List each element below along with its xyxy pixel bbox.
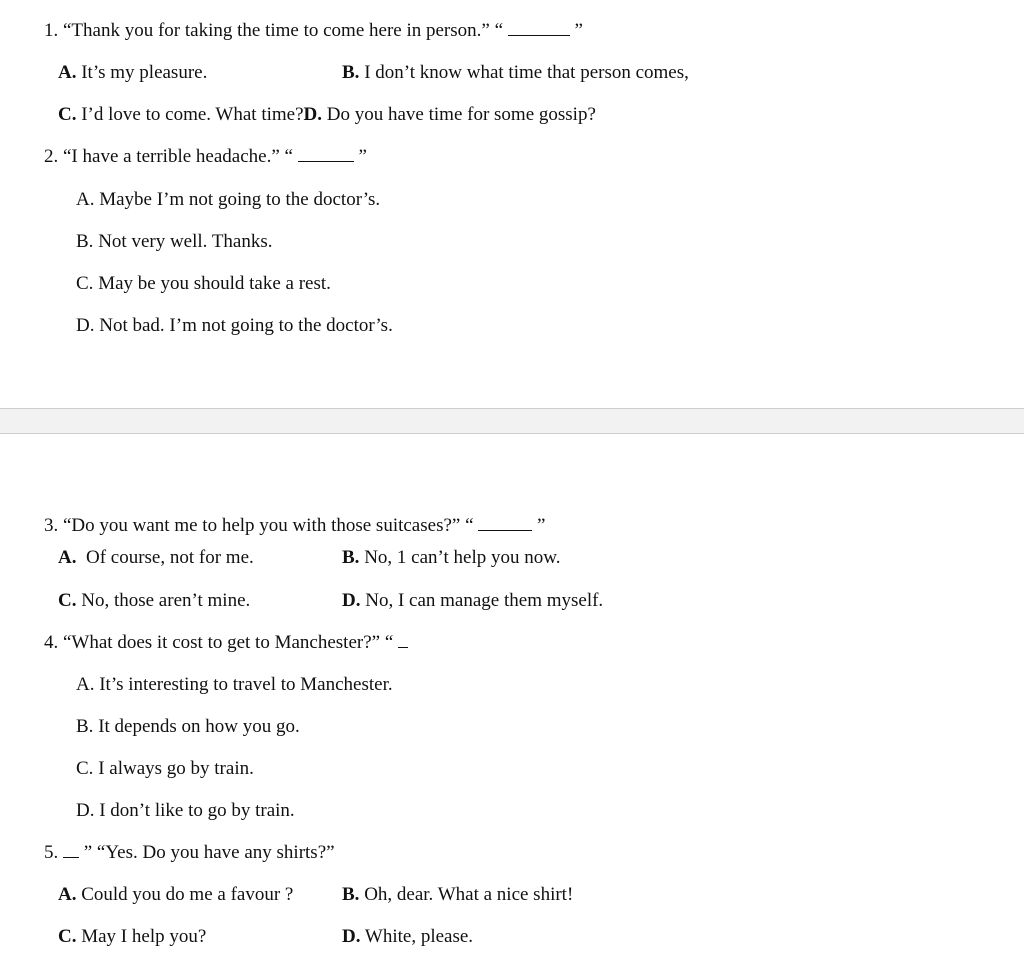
question-prompt: “I have a terrible headache.” “ <box>63 146 293 167</box>
option-text: May I help you? <box>81 926 207 947</box>
option-letter: B. <box>342 547 360 568</box>
option-text: No, those aren’t mine. <box>81 590 251 611</box>
option-text: I don’t like to go by train. <box>99 800 295 821</box>
option-letter: C. <box>58 926 77 947</box>
option-letter: C. <box>76 758 94 779</box>
option-5b <box>342 884 573 906</box>
option-1b <box>342 62 689 84</box>
question-number: 1. <box>44 20 59 41</box>
option-4d <box>76 800 295 822</box>
option-letter: C. <box>76 273 94 294</box>
question-prompt: “Do you want me to help you with those suitcases?” “ <box>63 515 474 536</box>
question-prompt: “Thank you for taking the time to come here in person.” “ <box>63 20 504 41</box>
option-letter: C. <box>58 104 77 125</box>
question-3 <box>44 515 545 537</box>
question-number: 2. <box>44 146 59 167</box>
question-2 <box>44 146 367 168</box>
question-number: 3. <box>44 515 59 536</box>
option-2d <box>76 315 393 337</box>
option-4b <box>76 716 300 738</box>
option-2a <box>76 189 380 211</box>
option-2c <box>76 273 331 295</box>
option-letter: B. <box>76 231 94 252</box>
answer-blank <box>478 516 532 531</box>
option-text: May be you should take a rest. <box>98 273 331 294</box>
option-letter: B. <box>342 884 360 905</box>
option-3d <box>342 590 603 612</box>
option-letter: D. <box>303 104 323 125</box>
question-1 <box>44 20 583 42</box>
question-prompt: “What does it cost to get to Manchester?” “ <box>63 632 394 653</box>
option-letter: A. <box>58 547 77 568</box>
question-5 <box>44 842 335 864</box>
option-text: No, 1 can’t help you now. <box>364 547 561 568</box>
option-letter: A. <box>58 884 77 905</box>
question-prompt: ” “Yes. Do you have any shirts?” <box>83 842 335 863</box>
option-text: I always go by train. <box>98 758 254 779</box>
closing-quote: ” <box>537 515 546 536</box>
option-letter: D. <box>76 315 95 336</box>
option-2b <box>76 231 273 253</box>
option-text: Of course, not for me. <box>85 547 254 568</box>
option-letter: D. <box>76 800 95 821</box>
option-1a <box>58 62 207 84</box>
option-letter: A. <box>76 189 95 210</box>
option-text: It’s interesting to travel to Manchester. <box>99 674 393 695</box>
option-letter: D. <box>342 926 361 947</box>
option-text: Maybe I’m not going to the doctor’s. <box>99 189 381 210</box>
option-letter: C. <box>58 590 77 611</box>
option-4c <box>76 758 254 780</box>
option-text: Not very well. Thanks. <box>98 231 273 252</box>
answer-blank <box>63 843 79 858</box>
option-letter: A. <box>58 62 77 83</box>
option-text: It depends on how you go. <box>98 716 300 737</box>
question-number: 5. <box>44 842 59 863</box>
option-3c <box>58 590 250 612</box>
option-3a <box>58 547 254 569</box>
answer-blank <box>298 147 354 162</box>
option-text: Oh, dear. What a nice shirt! <box>364 884 574 905</box>
page-break <box>0 408 1024 434</box>
question-number: 4. <box>44 632 59 653</box>
answer-blank <box>398 633 408 648</box>
option-5a <box>58 884 293 906</box>
option-letter: D. <box>342 590 361 611</box>
option-5c <box>58 926 206 948</box>
option-5d <box>342 926 473 948</box>
option-text: Not bad. I’m not going to the doctor’s. <box>99 315 393 336</box>
option-letter: A. <box>76 674 95 695</box>
option-1c-1d <box>58 104 596 126</box>
option-text: I don’t know what time that person comes, <box>364 62 689 83</box>
option-letter: B. <box>76 716 94 737</box>
option-text: It’s my pleasure. <box>81 62 208 83</box>
option-4a <box>76 674 393 696</box>
answer-blank <box>508 21 570 36</box>
option-text: White, please. <box>364 926 474 947</box>
option-text: No, I can manage them myself. <box>365 590 604 611</box>
option-text: I’d love to come. What time? <box>81 104 304 125</box>
option-text: Could you do me a favour ? <box>81 884 294 905</box>
option-3b <box>342 547 561 569</box>
question-4 <box>44 632 408 654</box>
option-text: Do you have time for some gossip? <box>326 104 596 125</box>
option-letter: B. <box>342 62 360 83</box>
closing-quote: ” <box>574 20 583 41</box>
closing-quote: ” <box>358 146 367 167</box>
